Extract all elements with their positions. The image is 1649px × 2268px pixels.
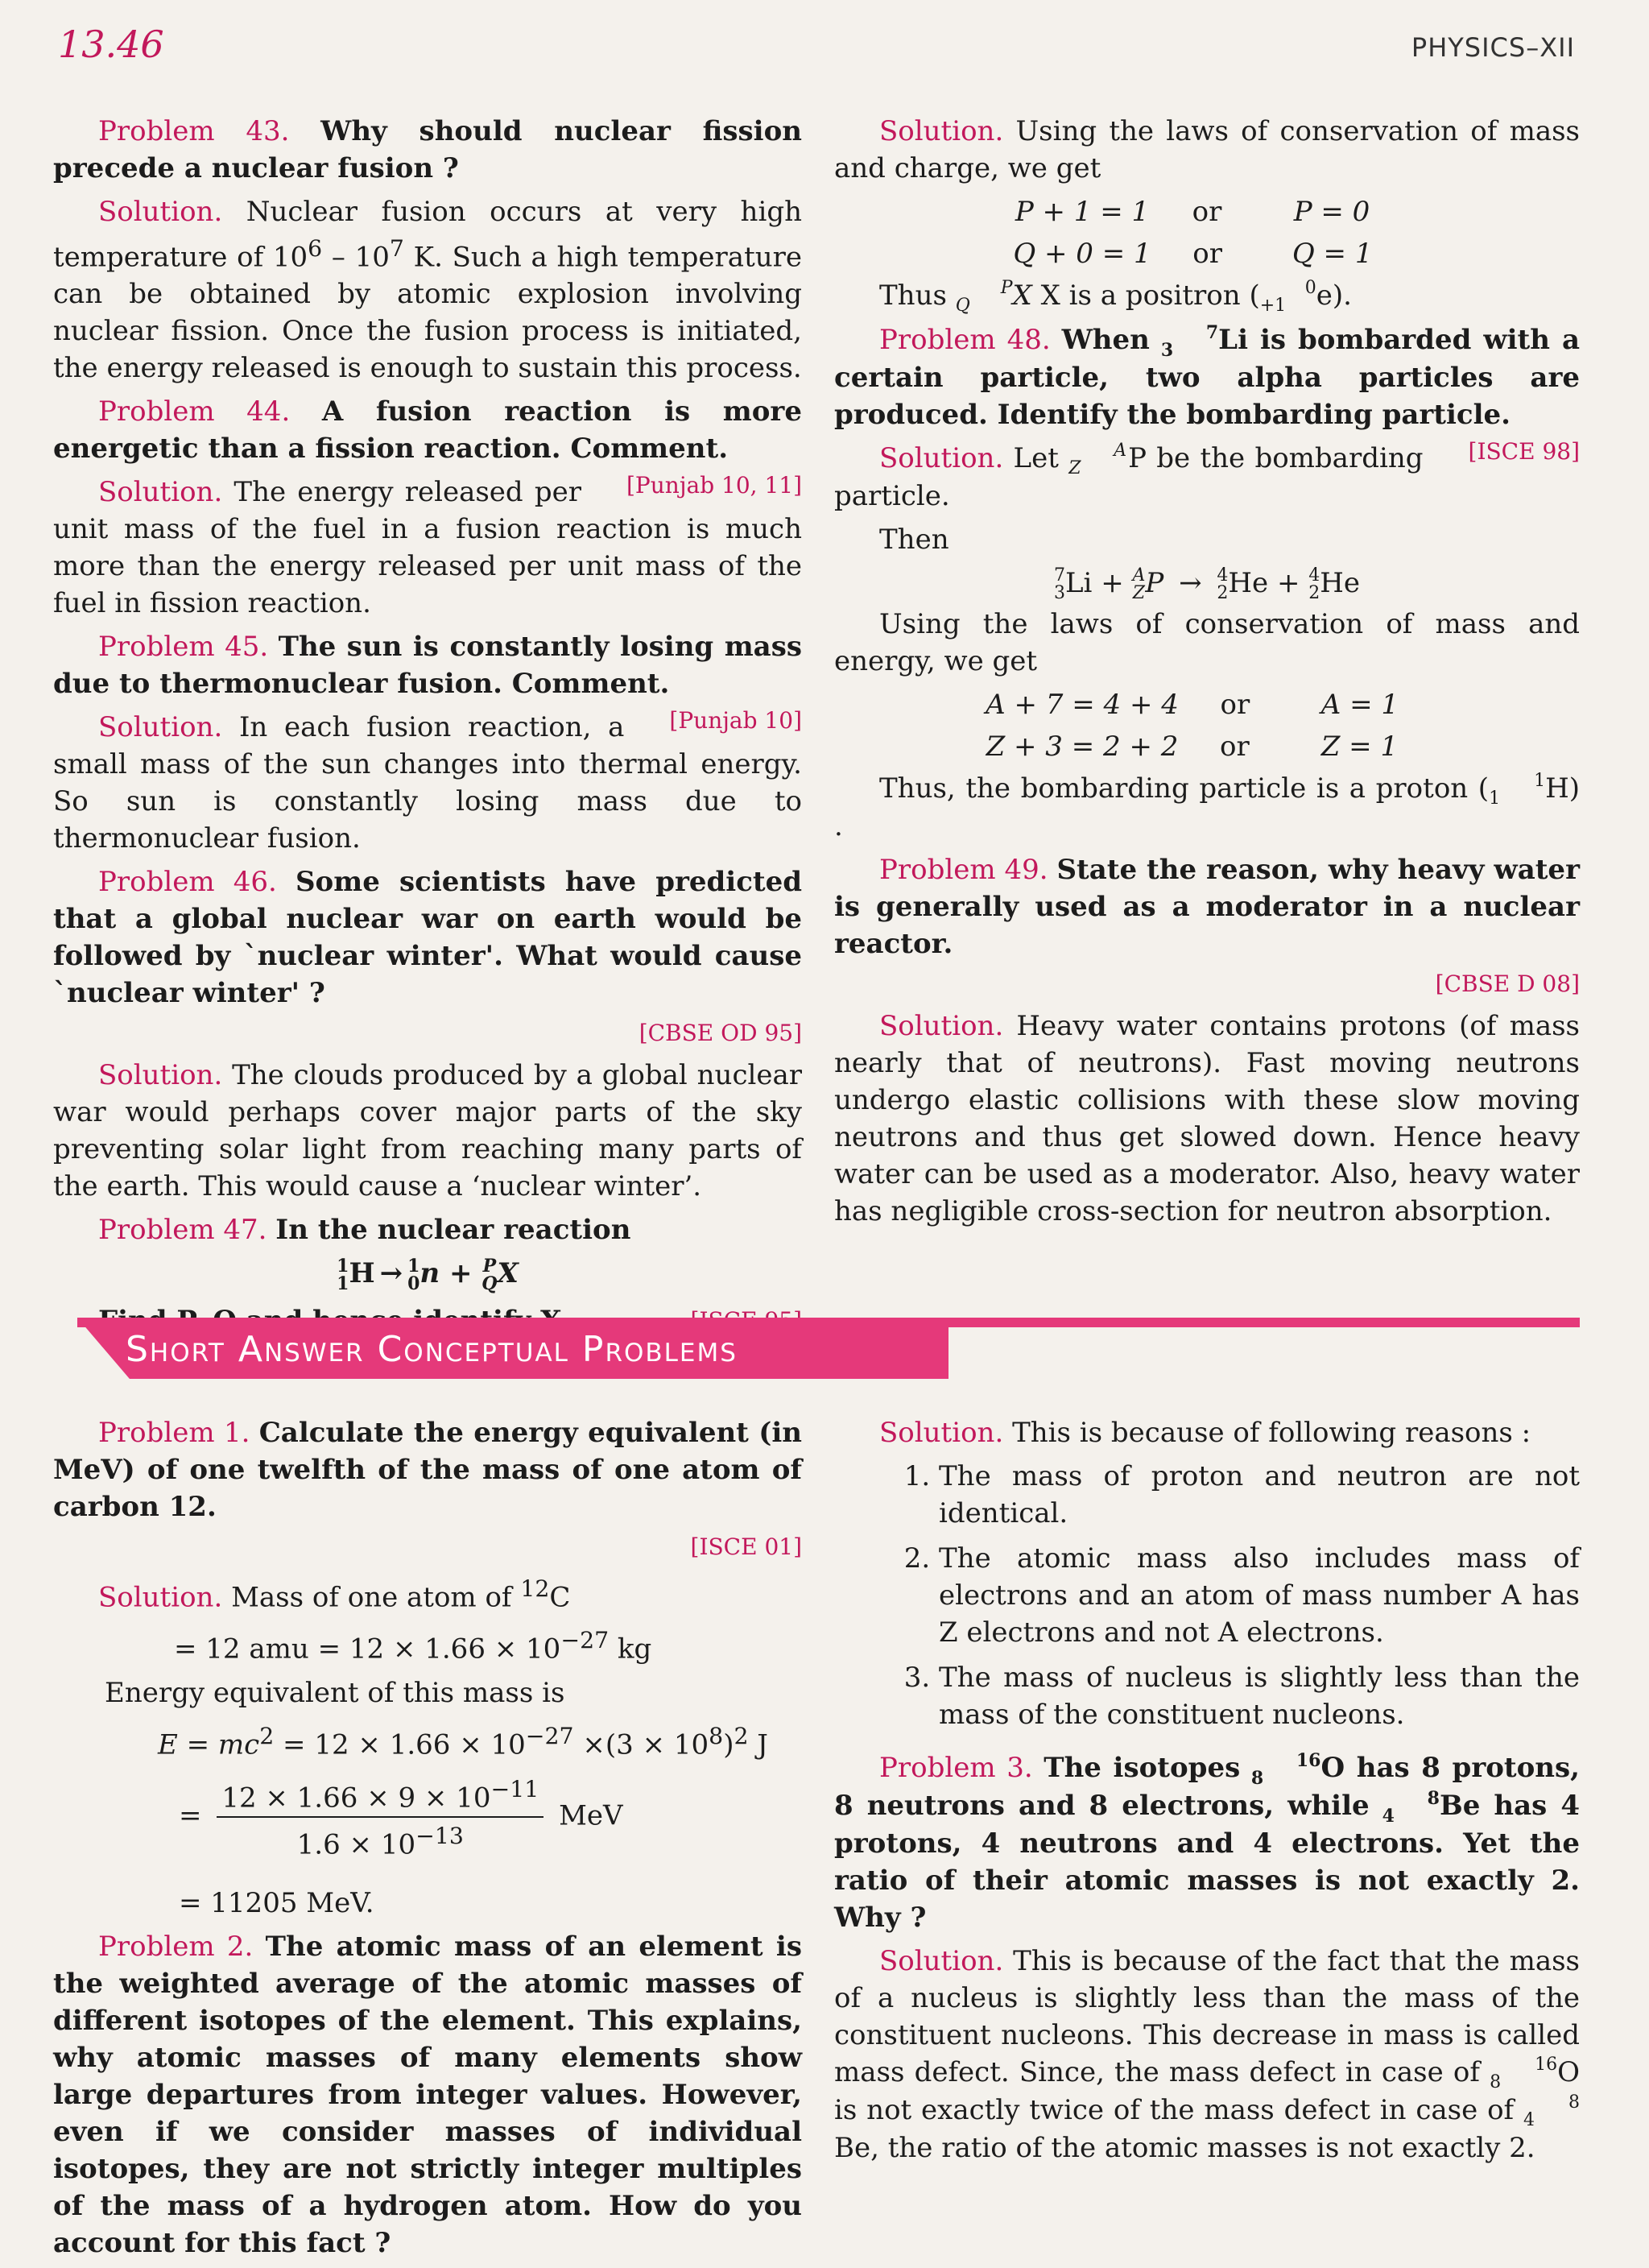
problem-49: [834, 851, 1580, 962]
problem-question: Some scientists have predicted that a global nuclear war on earth would be followed by `nuclear winter'. What would cause `nuclear winter' ?: [53, 866, 803, 1010]
equation-lhs: Z + 3 = 2 + 2: [986, 730, 1179, 763]
exam-tag: [ISCE 98]: [1468, 438, 1580, 465]
problem-label: Problem 2.: [98, 1930, 254, 1963]
solution-3: Solution. This is because of the fact that the mass of a nucleus is slightly less than the mass of the constituent nucleons. This decrease in mass is called mass defect. Since, the mass defect in case of 16 8 O is not exactly twice of the mass defect in case of 8 4Be, the ratio of the atomic masses is not exactly 2.: [834, 1945, 1581, 2164]
exponent: −11: [490, 1775, 539, 1802]
solution-48-using: [834, 606, 1580, 680]
problem-question: Li is bombarded with a certain particle, two alpha particles are produced. Identify the bombarding particle.: [834, 324, 1580, 431]
solution-text: In each fusion reaction, a small mass of the sun changes into thermal energy. So sun is constantly losing mass due to thermonuclear fusion.: [53, 711, 802, 855]
solution-47-conclusion: Thus P Q X X is a positron ( 0 +1 e).: [879, 278, 1352, 316]
problem-question: Calculate the energy equivalent (in MeV) of one twelfth of the mass of one atom of carbon 12.: [53, 1417, 802, 1523]
solution-label: Solution.: [98, 476, 223, 509]
exam-tag: [CBSE D 08]: [1435, 971, 1580, 997]
solution-text: Thus: [879, 279, 947, 312]
solution-text: Nuclear fusion occurs at very high temperature of 10: [53, 196, 802, 274]
solution-text: K. Such a high temperature can be obtained by atomic explosion involving nuclear fission. Once the fusion process is initiated, the energy released is enough to sustain this process.: [53, 241, 803, 385]
problem-43: [53, 113, 802, 187]
solution-text: kg: [609, 1633, 652, 1666]
equation-lhs: Q + 0 = 1: [1013, 238, 1151, 270]
problem-label: Problem 49.: [879, 854, 1048, 886]
solution-1-result: [53, 1885, 802, 1922]
solution-text: Mass of one atom of: [231, 1581, 512, 1614]
solution-text: Thus, the bombarding particle is a proton (: [879, 772, 1490, 805]
exponent: 6: [308, 235, 323, 262]
equation-rhs: Q = 1: [1292, 238, 1373, 270]
equation-lhs: P + 1 = 1: [1015, 196, 1150, 228]
problem-label: Problem 1.: [98, 1417, 250, 1449]
solution-text: The clouds produced by a global nuclear war would perhaps cover major parts of the sky preventing solar light from reaching many parts of the earth. This would cause a ‘nuclear winter’.: [53, 1059, 802, 1203]
problem-question: The sun is constantly losing mass due to thermonuclear fusion. Comment.: [53, 631, 802, 701]
problem-1: [53, 1414, 802, 1525]
solution-text: ×(3 × 10: [573, 1728, 709, 1761]
equation-lhs: A + 7 = 4 + 4: [986, 689, 1179, 721]
solution-text: – 10: [322, 241, 390, 274]
list-item: 3. The mass of nucleus is slightly less than the mass of the constituent nucleons.: [939, 1659, 1580, 1733]
exponent: −13: [415, 1823, 464, 1850]
problem-question: Why should nuclear fission precede a nuclear fusion ?: [53, 115, 802, 184]
equation-row: [834, 686, 1580, 723]
right-column-bottom: [834, 1414, 1580, 2173]
solution-text: E = mc: [158, 1728, 260, 1761]
equation-rhs: A = 1: [1320, 689, 1399, 721]
solution-2: [834, 1414, 1580, 1451]
solution-text: J: [748, 1728, 768, 1761]
problem-label: Problem 3.: [879, 1752, 1033, 1784]
solution-49: [834, 1008, 1580, 1230]
solution-text: = 12 × 1.66 × 10: [274, 1728, 526, 1761]
solution-48-conclusion: Thus, the bombarding particle is a proton ( 1 1 H) .: [834, 771, 1580, 842]
section-title: Short Answer Conceptual Problems: [126, 1329, 738, 1370]
problem-label: Problem 45.: [98, 631, 269, 664]
equation-or: or: [1220, 689, 1250, 721]
list-item: 1. The mass of proton and neutron are not identical.: [939, 1458, 1580, 1532]
left-column-bottom: [53, 1414, 802, 2268]
problem-question: In the nuclear reaction: [275, 1214, 631, 1247]
solution-text: e).: [1316, 279, 1352, 312]
solution-label: Solution.: [98, 1581, 223, 1614]
nuclear-reaction-equation: 1 1H → 1 0n + P QX: [337, 1256, 519, 1295]
problem-label: Problem 48.: [879, 324, 1051, 356]
solution-47: [834, 113, 1580, 187]
solution-text: P be the bombarding particle.: [834, 442, 1424, 512]
solution-48-then: [834, 521, 1580, 558]
solution-label: Solution.: [879, 442, 1004, 474]
equation-or: or: [1192, 238, 1223, 270]
exam-tag: [Punjab 10, 11]: [626, 472, 802, 499]
solution-text: Energy equivalent of this mass is: [105, 1676, 565, 1709]
lithium-reaction-equation: 7 3Li + A ZP → 4 2He + 4 2He: [1053, 565, 1361, 603]
solution-43: [53, 193, 802, 387]
solution-label: Solution.: [98, 196, 223, 228]
exponent: −27: [560, 1627, 610, 1654]
exam-tag: [Punjab 10]: [669, 707, 802, 735]
solution-text: X is a positron (: [1040, 279, 1260, 312]
equation-row: [834, 193, 1580, 230]
solution-text: Then: [879, 524, 949, 556]
equation-or: or: [1192, 196, 1222, 228]
equation-row: [834, 728, 1580, 765]
solution-label: Solution.: [879, 115, 1004, 147]
exam-tag: [CBSE OD 95]: [639, 1020, 802, 1047]
problem-2: [53, 1928, 802, 2262]
problem-question: Be has 4 protons, 4 neutrons and 4 electrons. Yet the ratio of their atomic masses is not exactly 2. Why ?: [834, 1790, 1580, 1934]
solution-text: This is because of the fact that the mass of a nucleus is slightly less than the mass of the constituent nucleons. This decrease in mass is called mass defect. Since, the mass defect in case of: [834, 1945, 1580, 2088]
problem-question: O has 8 protons, 8 neutrons and 8 electrons, while: [834, 1752, 1580, 1822]
energy-fraction: = $\frac{12 \times 1.66 \times 9 \times 10^{-11}}{1.6 \times 10^{-13}}$ MeV: [53, 1771, 802, 1864]
solution-46: [53, 1057, 802, 1205]
equation-or: or: [1220, 730, 1250, 763]
solution-text: Heavy water contains protons (of mass nearly that of neutrons). Fast moving neutrons undergo elastic collisions with these slow moving neutrons and thus get slowed down. Hence heavy water can be used as a moderator. Also, heavy water has negligible cross-section for neutron absorption.: [834, 1010, 1580, 1227]
equation-rhs: Z = 1: [1320, 730, 1399, 763]
running-head: PHYSICS–XII: [1411, 32, 1575, 63]
unit: MeV: [559, 1799, 623, 1832]
fraction-numerator: 12 × 1.66 × 9 × 10: [221, 1782, 491, 1815]
exponent: 2: [734, 1722, 749, 1749]
exponent: 8: [709, 1722, 724, 1749]
problem-3: Problem 3. The isotopes 16 8 O has 8 protons, 8 neutrons and 8 electrons, while 8 4 Be has 4 protons, 4 neutrons and 4 electrons. Yet the ratio of their atomic masses is not exactly 2. Why ?: [834, 1750, 1580, 1934]
problem-label: Problem 46.: [98, 866, 277, 899]
solution-text: = 12 amu = 12 × 1.66 × 10: [174, 1633, 561, 1666]
reasons-list: [834, 1458, 1580, 1733]
left-column-top: [53, 113, 802, 1346]
page-number: 13.46: [58, 23, 164, 66]
solution-label: Solution.: [98, 711, 223, 744]
solution-text: = 11205 MeV.: [179, 1886, 374, 1919]
exponent: 7: [389, 235, 404, 262]
problem-48: Problem 48. When 7 3 Li is bombarded with a certain particle, two alpha particles are produced. Identify the bombarding particle. [ISCE 98]: [834, 321, 1580, 433]
solution-1-line2: [53, 1622, 802, 1667]
solution-text: Be, the ratio of the atomic masses is not exactly 2.: [834, 2132, 1535, 2164]
solution-1: Solution. Mass of one atom of $^{12}$C: [98, 1575, 571, 1614]
exponent: −27: [525, 1722, 574, 1749]
problem-question: When: [1061, 324, 1150, 356]
exam-tag: [ISCE 01]: [690, 1533, 802, 1560]
solution-text: Using the laws of conservation of mass and energy, we get: [834, 608, 1580, 677]
solution-text: Let: [1013, 442, 1059, 474]
problem-question: The isotopes: [1044, 1752, 1241, 1784]
solution-label: Solution.: [879, 1945, 1004, 1977]
fraction: [217, 1771, 543, 1864]
solution-text: This is because of following reasons :: [1012, 1417, 1531, 1449]
right-column-top: [834, 113, 1580, 1236]
problem-question: A fusion reaction is more energetic than a fission reaction. Comment.: [53, 395, 802, 466]
problem-question: State the reason, why heavy water is generally used as a moderator in a nuclear reactor.: [834, 854, 1580, 960]
solution-label: Solution.: [879, 1417, 1004, 1449]
problem-47: [53, 1211, 802, 1248]
equation-rhs: P = 0: [1293, 196, 1370, 228]
problem-label: Problem 47.: [98, 1214, 267, 1247]
solution-text: Using the laws of conservation of mass and charge, we get: [834, 115, 1580, 184]
solution-label: Solution.: [98, 1059, 223, 1092]
problem-question: The atomic mass of an element is the weighted average of the atomic masses of different isotopes of the element. This explains, why atomic masses of many elements show large departures from integer values. However, even if we consider masses of individual isotopes, they are not strictly integer multiples of the mass of a hydrogen atom. How do you account for this fact ?: [53, 1930, 802, 2259]
solution-label: Solution.: [879, 1010, 1004, 1042]
solution-text: O is not exactly twice of the mass defect in case of: [834, 2056, 1580, 2126]
list-item: 2. The atomic mass also includes mass of electrons and an atom of mass number A has Z electrons and not A electrons.: [939, 1540, 1580, 1651]
problem-46: [53, 863, 802, 1012]
solution-text: C: [549, 1581, 571, 1614]
solution-1-line4: $E = mc^2 = 12 \times 1.66 \times 10^{-27} \times(3 \times 10^8)^2$ J: [158, 1722, 768, 1761]
equation-row: [834, 235, 1580, 272]
problem-label: Problem 44.: [98, 395, 291, 428]
solution-text: The energy released per unit mass of the fuel in a fusion reaction is much more than the energy released per unit mass of the fuel in fission reaction.: [53, 476, 802, 620]
solution-48: Solution. Let A Z P be the bombarding particle.: [834, 441, 1424, 512]
problem-label: Problem 43.: [98, 115, 290, 147]
solution-1-line3: [53, 1674, 802, 1711]
fraction-denominator: 1.6 × 10: [296, 1828, 416, 1861]
solution-text: H) .: [834, 772, 1580, 842]
solution-text: ): [723, 1728, 734, 1761]
